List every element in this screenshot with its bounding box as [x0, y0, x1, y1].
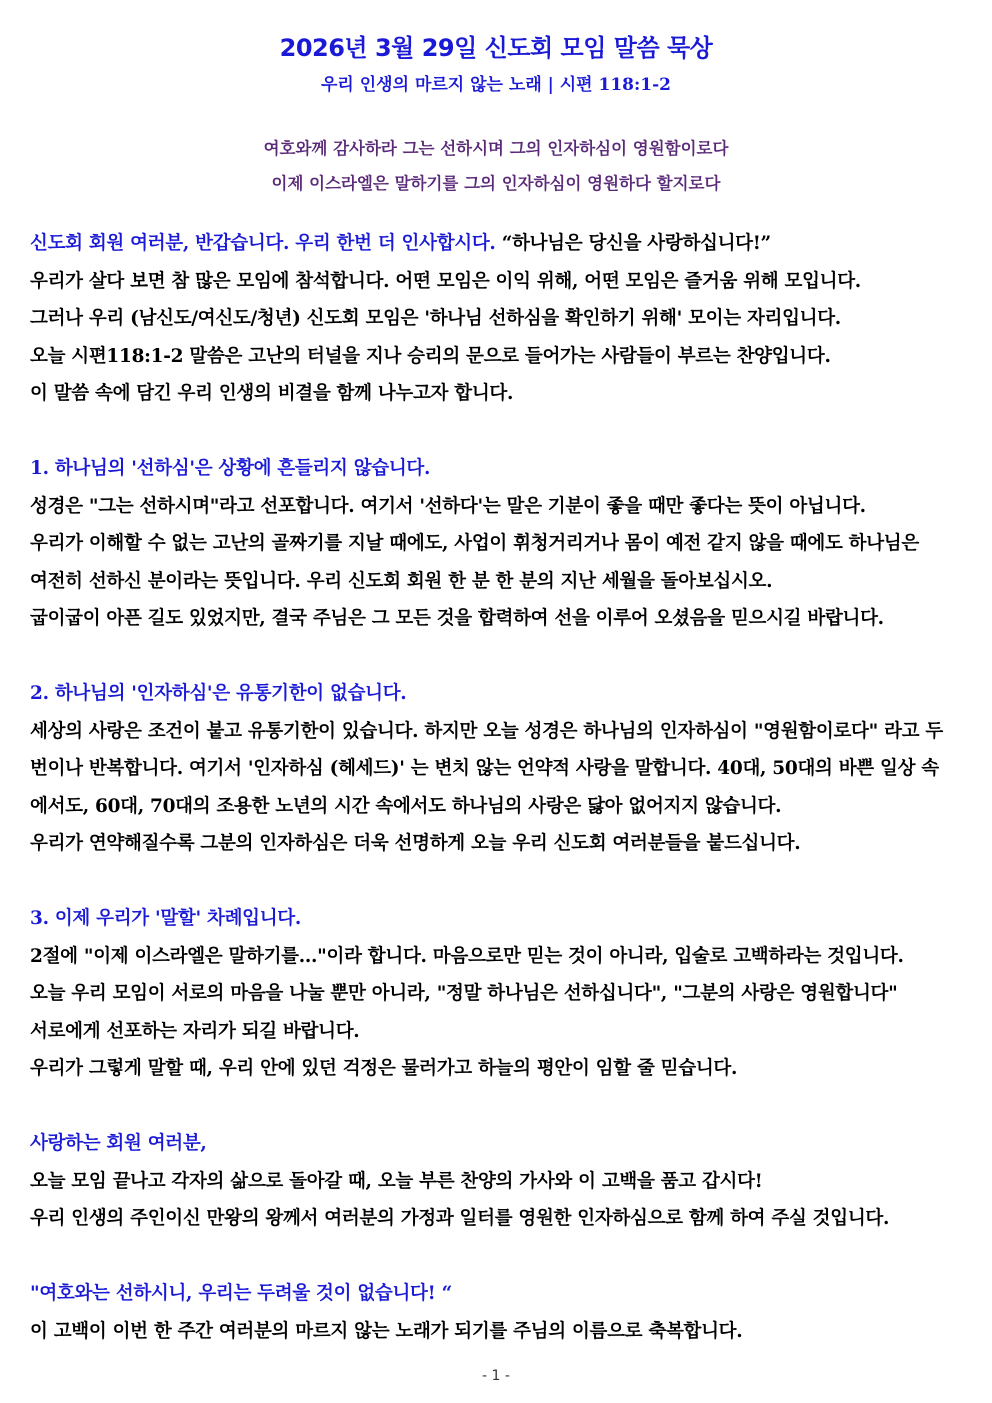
- intro-line: 그러나 우리 (남신도/여신도/청년) 신도회 모임은 '하나님 선하심을 확인하기 위해' 모이는 자리입니다.: [30, 308, 841, 329]
- section-3-line: 오늘 우리 모임이 서로의 마음을 나눌 뿐만 아니라, "정말 하나님은 선하십니다", "그분의 사랑은 영원합니다": [30, 983, 898, 1004]
- section-2-line: 번이나 반복합니다. 여기서 '인자하심 (헤세드)' 는 변치 않는 언약적 사랑을 말합니다. 40대, 50대의 바쁜 일상 속: [30, 758, 939, 779]
- final-blessing: 이 고백이 이번 한 주간 여러분의 마르지 않는 노래가 되기를 주님의 이름으로 축복합니다.: [30, 1320, 743, 1342]
- section-1-line: 여전히 선하신 분이라는 뜻입니다. 우리 신도회 회원 한 분 한 분의 지난 세월을 돌아보십시오.: [30, 570, 773, 592]
- section-3: [30, 900, 970, 1088]
- final-paragraph: [30, 1275, 970, 1350]
- section-1-line: 우리가 이해할 수 없는 고난의 골짜기를 지날 때에도, 사업이 휘청거리거나 몸이 예전 같지 않을 때에도 하나님은: [30, 533, 919, 554]
- section-2-line: 에서도, 60대, 70대의 조용한 노년의 시간 속에서도 하나님의 사랑은 닳아 없어지지 않습니다.: [30, 795, 782, 817]
- closing-heading: 사랑하는 회원 여러분,: [30, 1133, 207, 1154]
- section-1-line: 성경은 "그는 선하시며"라고 선포합니다. 여기서 '선하다'는 말은 기분이 좋을 때만 좋다는 뜻이 아닙니다.: [30, 495, 866, 517]
- document-title: 2026년 3월 29일 신도회 모임 말씀 묵상: [279, 34, 713, 62]
- closing-line: 오늘 모임 끝나고 각자의 삶으로 돌아갈 때, 오늘 부른 찬양의 가사와 이 고백을 품고 갑시다!: [30, 1170, 763, 1192]
- intro-line: 이 말씀 속에 담긴 우리 인생의 비결을 함께 나누고자 합니다.: [30, 383, 514, 404]
- intro-paragraph: [30, 225, 970, 413]
- scripture-verse-1: 여호와께 감사하라 그는 선하시며 그의 인자하심이 영원함이로다: [263, 139, 729, 158]
- closing-paragraph: [30, 1125, 970, 1238]
- section-1: [30, 450, 970, 638]
- scripture-verse-2: 이제 이스라엘은 말하기를 그의 인자하심이 영원하다 할지로다: [271, 174, 721, 193]
- section-3-line: 우리가 그렇게 말할 때, 우리 안에 있던 걱정은 물러가고 하늘의 평안이 임할 줄 믿습니다.: [30, 1058, 738, 1079]
- section-2: [30, 675, 970, 863]
- section-3-line: 2절에 "이제 이스라엘은 말하기를..."이라 합니다. 마음으로만 믿는 것이 아니라, 입술로 고백하라는 것입니다.: [30, 945, 904, 967]
- intro-line: 우리가 살다 보면 참 많은 모임에 참석합니다. 어떤 모임은 이익 위해, 어떤 모임은 즐거움 위해 모입니다.: [30, 270, 861, 292]
- intro-greeting-quote: “하나님은 당신을 사랑하십니다!”: [501, 233, 771, 254]
- document-subtitle: 우리 인생의 마르지 않는 노래 | 시편 118:1-2: [321, 75, 671, 95]
- intro-line: 오늘 시편118:1-2 말씀은 고난의 터널을 지나 승리의 문으로 들어가는 사람들이 부르는 찬양입니다.: [30, 345, 831, 367]
- section-1-line: 굽이굽이 아픈 길도 있었지만, 결국 주님은 그 모든 것을 합력하여 선을 이루어 오셨음을 믿으시길 바랍니다.: [30, 608, 884, 629]
- intro-greeting-line: [30, 225, 970, 263]
- section-1-heading: 1. 하나님의 '선하심'은 상황에 흔들리지 않습니다.: [30, 458, 431, 479]
- page-number: - 1 -: [482, 1368, 510, 1384]
- final-quote: "여호와는 선하시니, 우리는 두려울 것이 없습니다! “: [30, 1283, 452, 1304]
- intro-greeting: 신도회 회원 여러분, 반갑습니다. 우리 한번 더 인사합시다.: [30, 233, 502, 254]
- section-2-line: 세상의 사랑은 조건이 붙고 유통기한이 있습니다. 하지만 오늘 성경은 하나님의 인자하심이 "영원함이로다" 라고 두: [30, 720, 943, 742]
- section-2-line: 우리가 연약해질수록 그분의 인자하심은 더욱 선명하게 오늘 우리 신도회 여러분들을 붙드십니다.: [30, 833, 801, 854]
- section-3-heading: 3. 이제 우리가 '말할' 차례입니다.: [30, 908, 301, 929]
- section-3-line: 서로에게 선포하는 자리가 되길 바랍니다.: [30, 1020, 360, 1042]
- section-2-heading: 2. 하나님의 '인자하심'은 유통기한이 없습니다.: [30, 683, 407, 704]
- closing-line: 우리 인생의 주인이신 만왕의 왕께서 여러분의 가정과 일터를 영원한 인자하심으로 함께 하여 주실 것입니다.: [30, 1208, 890, 1229]
